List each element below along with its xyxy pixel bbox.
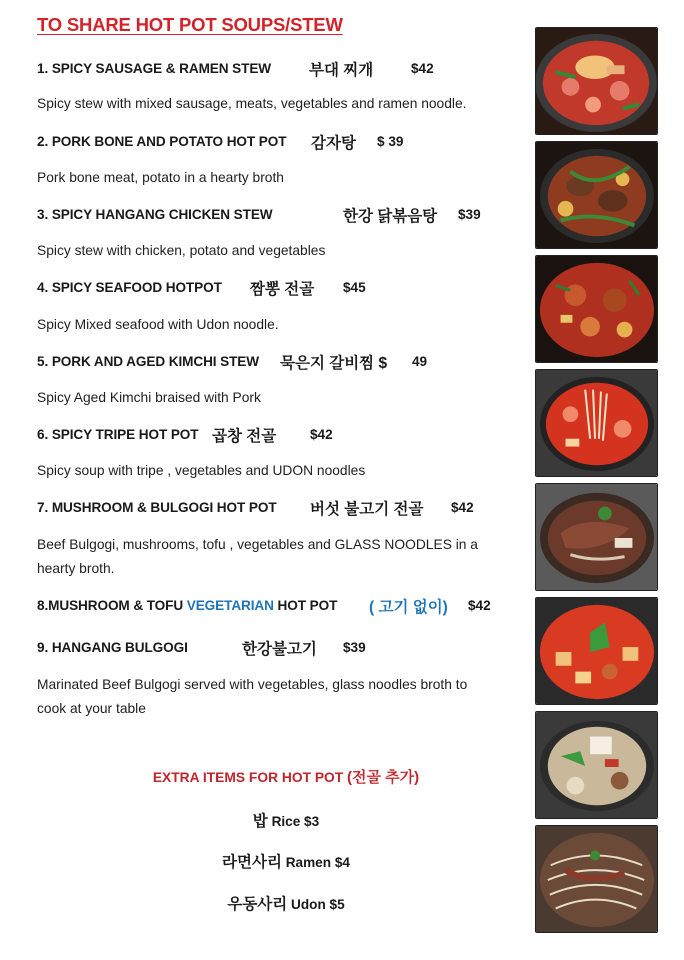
bulgogi-hotpot-photo (535, 483, 658, 591)
item-5-price: 49 (412, 354, 428, 369)
extra-ramen (0, 850, 572, 872)
item-3-korean: 한강 닭볶음탕 (343, 208, 438, 225)
item-7-korean: 버섯 불고기 전골 (310, 501, 424, 518)
item-7-desc: Beef Bulgogi, mushrooms, tofu , vegetables and GLASS NOODLES in a (37, 537, 478, 552)
item-9-name: 9. HANGANG BULGOGI (37, 640, 188, 655)
extras-heading-ko: (전골 추가) (347, 769, 420, 786)
extras-heading (0, 766, 572, 787)
item-4-desc: Spicy Mixed seafood with Udon noodle. (37, 317, 279, 332)
item-7-name: 7. MUSHROOM & BULGOGI HOT POT (37, 500, 277, 515)
item-9-desc-line2: cook at your table (37, 701, 146, 716)
item-8-korean: ( 고기 없이) (369, 599, 448, 616)
bulgogi-noodle-photo (535, 825, 658, 933)
item-2-name: 2. PORK BONE AND POTATO HOT POT (37, 134, 287, 149)
extra-rice (0, 809, 572, 831)
item-8-name-part3: HOT POT (273, 598, 338, 613)
extra-rice-ko: 밥 (252, 813, 268, 830)
item-5-desc: Spicy Aged Kimchi braised with Pork (37, 390, 261, 405)
item-3-name: 3. SPICY HANGANG CHICKEN STEW (37, 207, 273, 222)
pork-bone-potato-photo (535, 141, 658, 249)
item-1-korean: 부대 찌개 (309, 62, 374, 79)
item-6-korean: 곱창 전골 (212, 428, 277, 445)
item-6-price: $42 (310, 427, 333, 442)
item-9-desc: Marinated Beef Bulgogi served with vegetables, glass noodles broth to (37, 677, 468, 692)
item-1-price: $42 (411, 61, 434, 76)
item-2-desc: Pork bone meat, potato in a hearty broth (37, 170, 284, 185)
item-7-price: $42 (451, 500, 474, 515)
extras-heading-en: EXTRA ITEMS FOR HOT POT (152, 770, 348, 785)
sausage-ramen-stew-photo (535, 27, 658, 135)
extra-udon-ko: 우동사리 (227, 896, 288, 913)
item-9-price: $39 (343, 640, 366, 655)
item-3-desc: Spicy stew with chicken, potato and vegetables (37, 243, 326, 258)
item-6-desc: Spicy soup with tripe , vegetables and UDON noodles (37, 463, 366, 478)
vegetarian-label: VEGETARIAN (186, 598, 274, 613)
item-2-korean: 감자탕 (311, 135, 356, 152)
mushroom-hotpot-photo (535, 711, 658, 819)
chicken-stew-photo (535, 255, 658, 363)
extra-udon-en: Udon $5 (291, 897, 345, 912)
seafood-hotpot-photo (535, 369, 658, 477)
menu-title: TO SHARE HOT POT SOUPS/STEW (37, 14, 343, 35)
item-8-name (37, 598, 337, 613)
tofu-vegetarian-hotpot-photo (535, 597, 658, 705)
extra-ramen-en: Ramen $4 (285, 855, 350, 870)
item-1-name: 1. SPICY SAUSAGE & RAMEN STEW (37, 61, 272, 76)
extra-rice-en: Rice $3 (271, 814, 320, 829)
extra-udon (0, 892, 572, 914)
extra-ramen-ko: 라면사리 (222, 854, 282, 871)
item-7-desc-line2: hearty broth. (37, 561, 115, 576)
item-6-name: 6. SPICY TRIPE HOT POT (37, 427, 199, 442)
item-4-price: $45 (343, 280, 366, 295)
item-5-korean: 묵은지 갈비찜 $ (280, 355, 388, 372)
item-8-price: $42 (468, 598, 491, 613)
item-5-name: 5. PORK AND AGED KIMCHI STEW (37, 354, 260, 369)
item-2-price: $ 39 (377, 134, 404, 149)
item-9-korean: 한강불고기 (242, 641, 317, 658)
item-8-name-part1: 8.MUSHROOM & TOFU (37, 598, 187, 613)
item-4-korean: 짬뽕 전골 (250, 281, 315, 298)
item-1-desc: Spicy stew with mixed sausage, meats, vegetables and ramen noodle. (37, 96, 467, 111)
item-4-name: 4. SPICY SEAFOOD HOTPOT (37, 280, 222, 295)
item-3-price: $39 (458, 207, 481, 222)
